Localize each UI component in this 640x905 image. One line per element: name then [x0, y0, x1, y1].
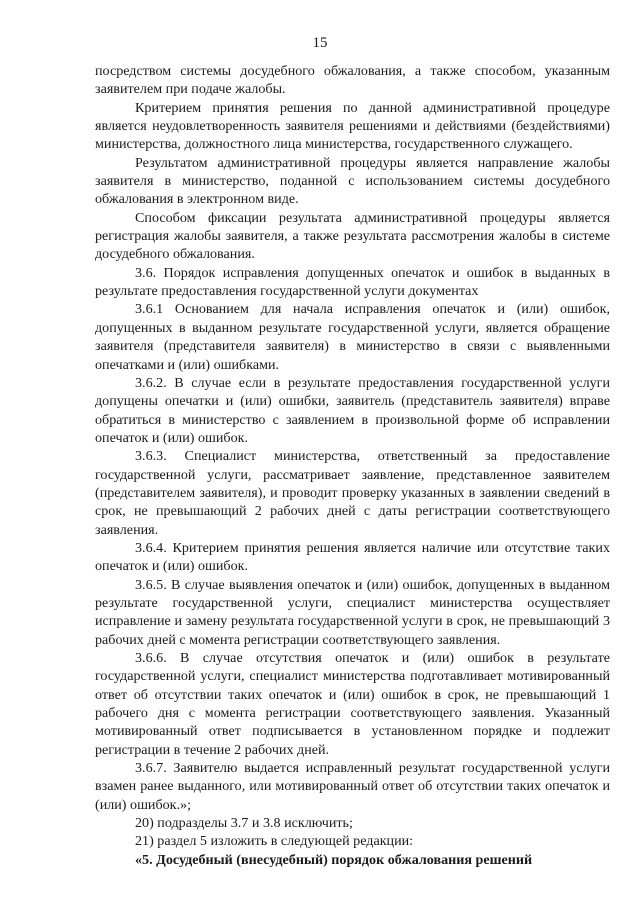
paragraph-3-6-3: 3.6.3. Специалист министерства, ответственный за предоставление государственной услуги, рассматривает заявление, представленное заявителем (представителем заявителя), и проводит проверку указанных в заявлении сведений в срок, не превышающий 2 рабочих дней с даты регистрации соответствующего заявления.: [95, 448, 610, 538]
paragraph-item-20: 20) подразделы 3.7 и 3.8 исключить;: [135, 815, 353, 832]
paragraph-3-6-4: 3.6.4. Критерием принятия решения является наличие или отсутствие таких опечаток и (или) ошибок.: [95, 539, 610, 575]
paragraph-continuation: посредством системы досудебного обжалования, а также способом, указанным заявителем при подаче жалобы.: [95, 63, 610, 98]
paragraph-item-21: 21) раздел 5 изложить в следующей редакции:: [135, 833, 414, 850]
section-5-heading: «5. Досудебный (внесудебный) порядок обжалования решений: [135, 851, 533, 868]
paragraph-decision-criterion: Критерием принятия решения по данной административной процедуре является неудовлетворенность заявителя решениями и действиями (бездействиями) министерства, должностного лица министерства, государственного служащего.: [95, 99, 610, 153]
paragraph-section-3-6: 3.6. Порядок исправления допущенных опечаток и ошибок в выданных в результате предоставления государственной услуги документах: [95, 264, 610, 300]
document-body: [95, 62, 610, 869]
paragraph-procedure-result: Результатом административной процедуры является направление жалобы заявителя в министерство, поданной с использованием системы досудебного обжалования в электронном виде.: [95, 154, 610, 208]
paragraph-3-6-6: 3.6.6. В случае отсутствия опечаток и (или) ошибок в результате государственной услуги, специалист министерства подготавливает мотивированный ответ об отсутствии таких опечаток и (или) ошибок в срок, не превышающий 1 рабочего дня с момента регистрации соответствующего заявления. Указанный мотивированный ответ подписывается в установленном порядке и подлежит регистрации в течение 2 рабочих дней.: [95, 650, 610, 758]
paragraph-3-6-7: 3.6.7. Заявителю выдается исправленный результат государственной услуги взамен ранее выданного, или мотивированный ответ об отсутствии таких опечаток и (или) ошибок.»;: [95, 760, 610, 813]
paragraph-result-recording: Способом фиксации результата административной процедуры является регистрация жалобы заявителя, а также результата рассмотрения жалобы в системе досудебного обжалования.: [95, 209, 610, 263]
paragraph-3-6-1: 3.6.1 Основанием для начала исправления опечаток и (или) ошибок, допущенных в выданном результате государственной услуги, является обращение заявителя (представителя заявителя) в министерство в связи с выявленными опечатками и (или) ошибками.: [95, 301, 610, 373]
paragraph-3-6-2: 3.6.2. В случае если в результате предоставления государственной услуги допущены опечатки и (или) ошибки, заявитель (представитель заявителя) вправе обратиться в министерство с заявлением в произвольной форме об исправлении опечаток и (или) ошибок.: [95, 374, 610, 446]
paragraph-3-6-5: 3.6.5. В случае выявления опечаток и (или) ошибок, допущенных в выданном результате государственной услуги, специалист министерства осуществляет исправление и замену результата государственной услуги в срок, не превышающий 3 рабочих дней с момента регистрации соответствующего заявления.: [95, 576, 610, 648]
page-number: 15: [312, 35, 328, 51]
